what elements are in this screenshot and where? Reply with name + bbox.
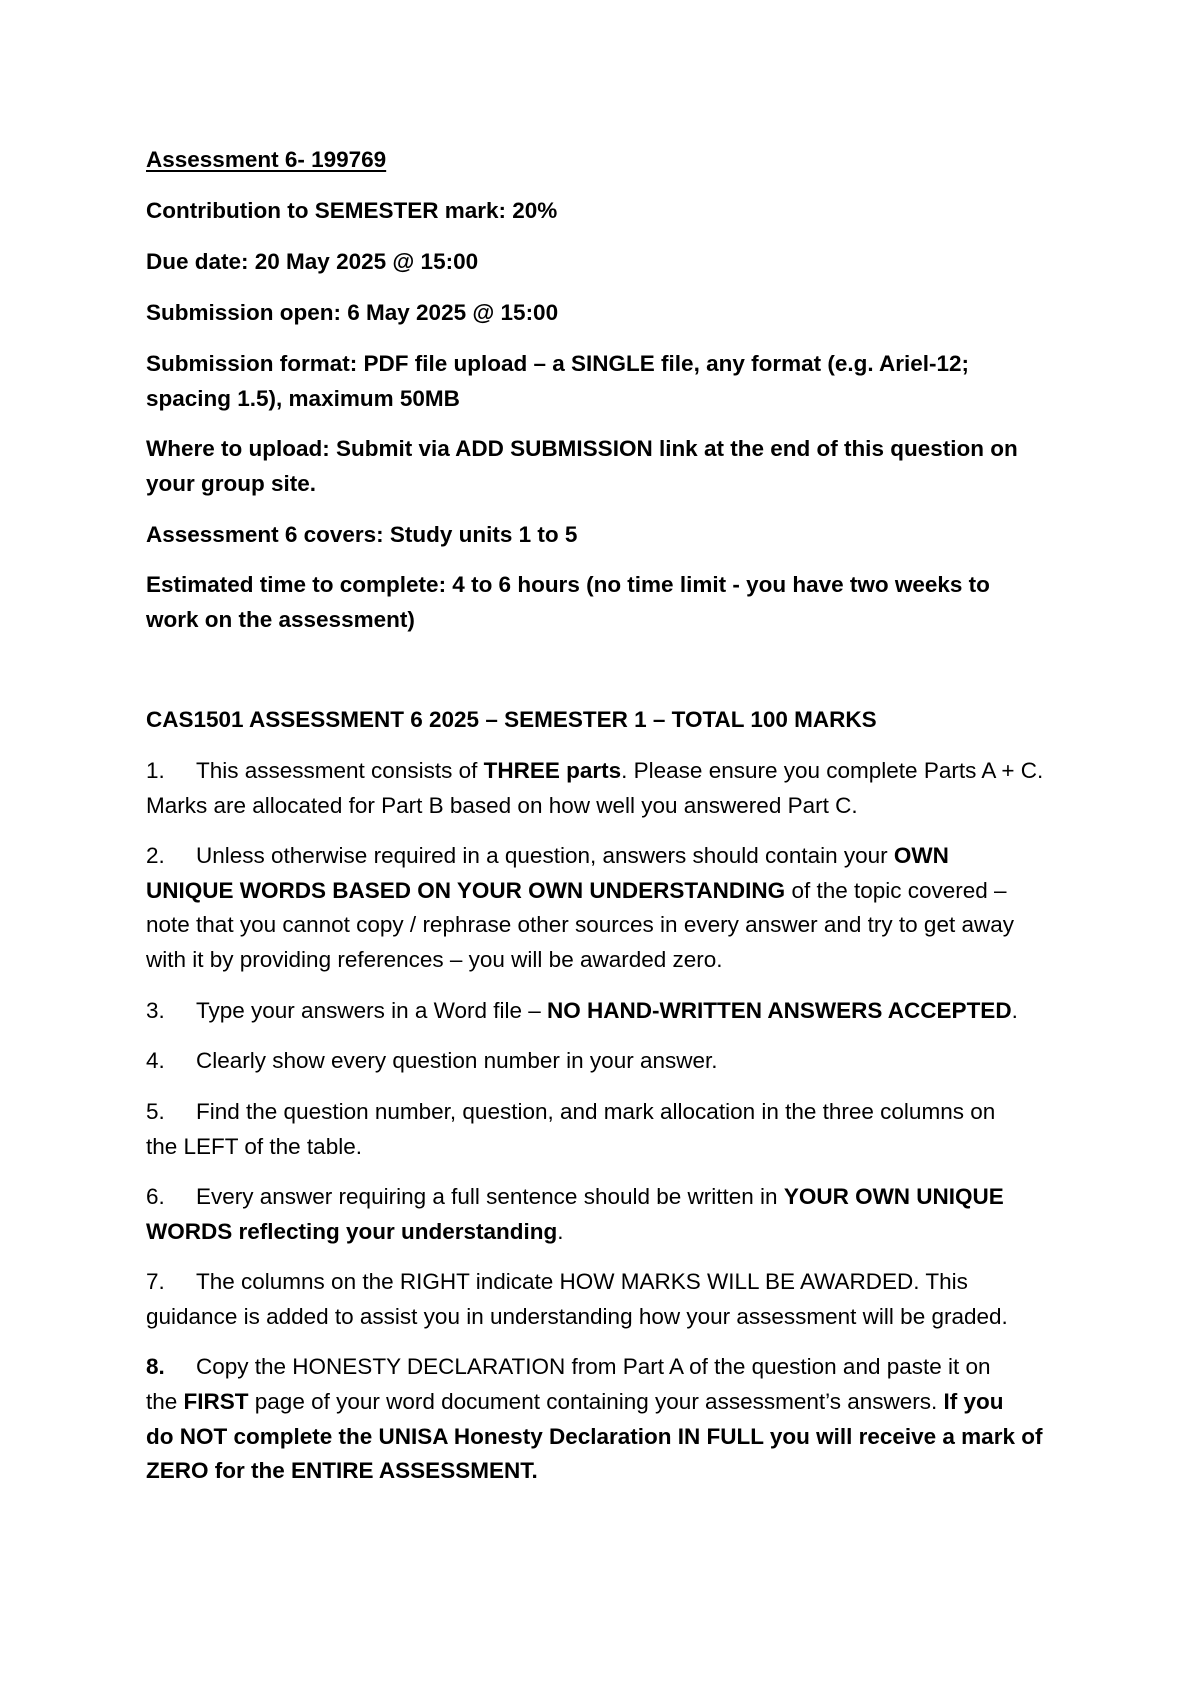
instruction-text-part: the	[146, 1389, 184, 1414]
instruction-text: Copy the HONESTY DECLARATION from Part A of the question and paste it on	[196, 1354, 991, 1379]
instruction-text-line: the LEFT of the table.	[146, 1134, 362, 1159]
instruction-emphasis: NO HAND-WRITTEN ANSWERS ACCEPTED	[547, 998, 1012, 1023]
assessment-title: Assessment 6- 199769	[146, 147, 387, 172]
instruction-number: 1.	[146, 758, 165, 783]
submission-open-line: Submission open: 6 May 2025 @ 15:00	[146, 300, 559, 325]
instruction-text	[196, 994, 1018, 1028]
instruction-text-line: with it by providing references – you will be awarded zero.	[146, 947, 723, 972]
instruction-number: 6.	[146, 1184, 165, 1209]
instruction-text-part: page of your word document containing your assessment’s answers.	[248, 1389, 944, 1414]
instruction-text-part: .	[557, 1219, 564, 1244]
instruction-text: Find the question number, question, and mark allocation in the three columns on	[196, 1099, 996, 1124]
instruction-number: 7.	[146, 1269, 165, 1294]
instruction-text-part: of the topic covered –	[785, 878, 1007, 903]
instruction-text-part: .	[1011, 998, 1018, 1023]
instruction-text-line	[146, 1385, 1003, 1419]
instruction-text-line: guidance is added to assist you in understanding how your assessment will be graded.	[146, 1304, 1008, 1329]
instruction-text-part: This assessment consists of	[196, 758, 484, 783]
instruction-emphasis: OWN	[893, 843, 949, 868]
covers-line: Assessment 6 covers: Study units 1 to 5	[146, 522, 578, 547]
instruction-number: 8.	[146, 1354, 165, 1379]
instruction-text-line: note that you cannot copy / rephrase other sources in every answer and try to get away	[146, 912, 1014, 937]
instruction-text-part: Unless otherwise required in a question, answers should contain your	[196, 843, 894, 868]
contribution-line: Contribution to SEMESTER mark: 20%	[146, 198, 558, 223]
instruction-text	[196, 754, 1043, 788]
instruction-text-line: do NOT complete the UNISA Honesty Declaration IN FULL you will receive a mark of	[146, 1424, 1043, 1449]
instruction-text: The columns on the RIGHT indicate HOW MARKS WILL BE AWARDED. This	[196, 1269, 968, 1294]
section-title: CAS1501 ASSESSMENT 6 2025 – SEMESTER 1 – TOTAL 100 MARKS	[146, 707, 877, 732]
submission-format-line-1: Submission format: PDF file upload – a SINGLE file, any format (e.g. Ariel-12;	[146, 351, 970, 376]
instruction-number: 3.	[146, 998, 165, 1023]
instruction-emphasis: UNIQUE WORDS BASED ON YOUR OWN UNDERSTANDING	[146, 878, 786, 903]
instruction-text-part: Type your answers in a Word file –	[196, 998, 547, 1023]
due-date-line: Due date: 20 May 2025 @ 15:00	[146, 249, 479, 274]
instruction-text-part: Every answer requiring a full sentence should be written in	[196, 1184, 784, 1209]
estimated-time-line-2: work on the assessment)	[146, 607, 415, 632]
instruction-text: Clearly show every question number in your answer.	[196, 1048, 718, 1073]
instruction-text-line	[146, 874, 1007, 908]
instruction-text-line	[146, 1215, 564, 1249]
instruction-text	[196, 839, 949, 873]
instruction-emphasis: If you	[943, 1389, 1004, 1414]
instruction-text	[196, 1180, 1004, 1214]
instruction-number: 5.	[146, 1099, 165, 1124]
where-upload-line-1: Where to upload: Submit via ADD SUBMISSION link at the end of this question on	[146, 436, 1018, 461]
instruction-emphasis: FIRST	[183, 1389, 249, 1414]
instruction-number: 2.	[146, 843, 165, 868]
instruction-number: 4.	[146, 1048, 165, 1073]
instruction-text-part: . Please ensure you complete Parts A + C.	[621, 758, 1044, 783]
instruction-text-line: Marks are allocated for Part B based on how well you answered Part C.	[146, 793, 858, 818]
where-upload-line-2: your group site.	[146, 471, 317, 496]
instruction-text-line: ZERO for the ENTIRE ASSESSMENT.	[146, 1458, 538, 1483]
instruction-emphasis: THREE parts	[483, 758, 622, 783]
instruction-emphasis: YOUR OWN UNIQUE	[783, 1184, 1004, 1209]
estimated-time-line-1: Estimated time to complete: 4 to 6 hours (no time limit - you have two weeks to	[146, 572, 990, 597]
instruction-emphasis: WORDS reflecting your understanding	[146, 1219, 558, 1244]
submission-format-line-2: spacing 1.5), maximum 50MB	[146, 386, 460, 411]
